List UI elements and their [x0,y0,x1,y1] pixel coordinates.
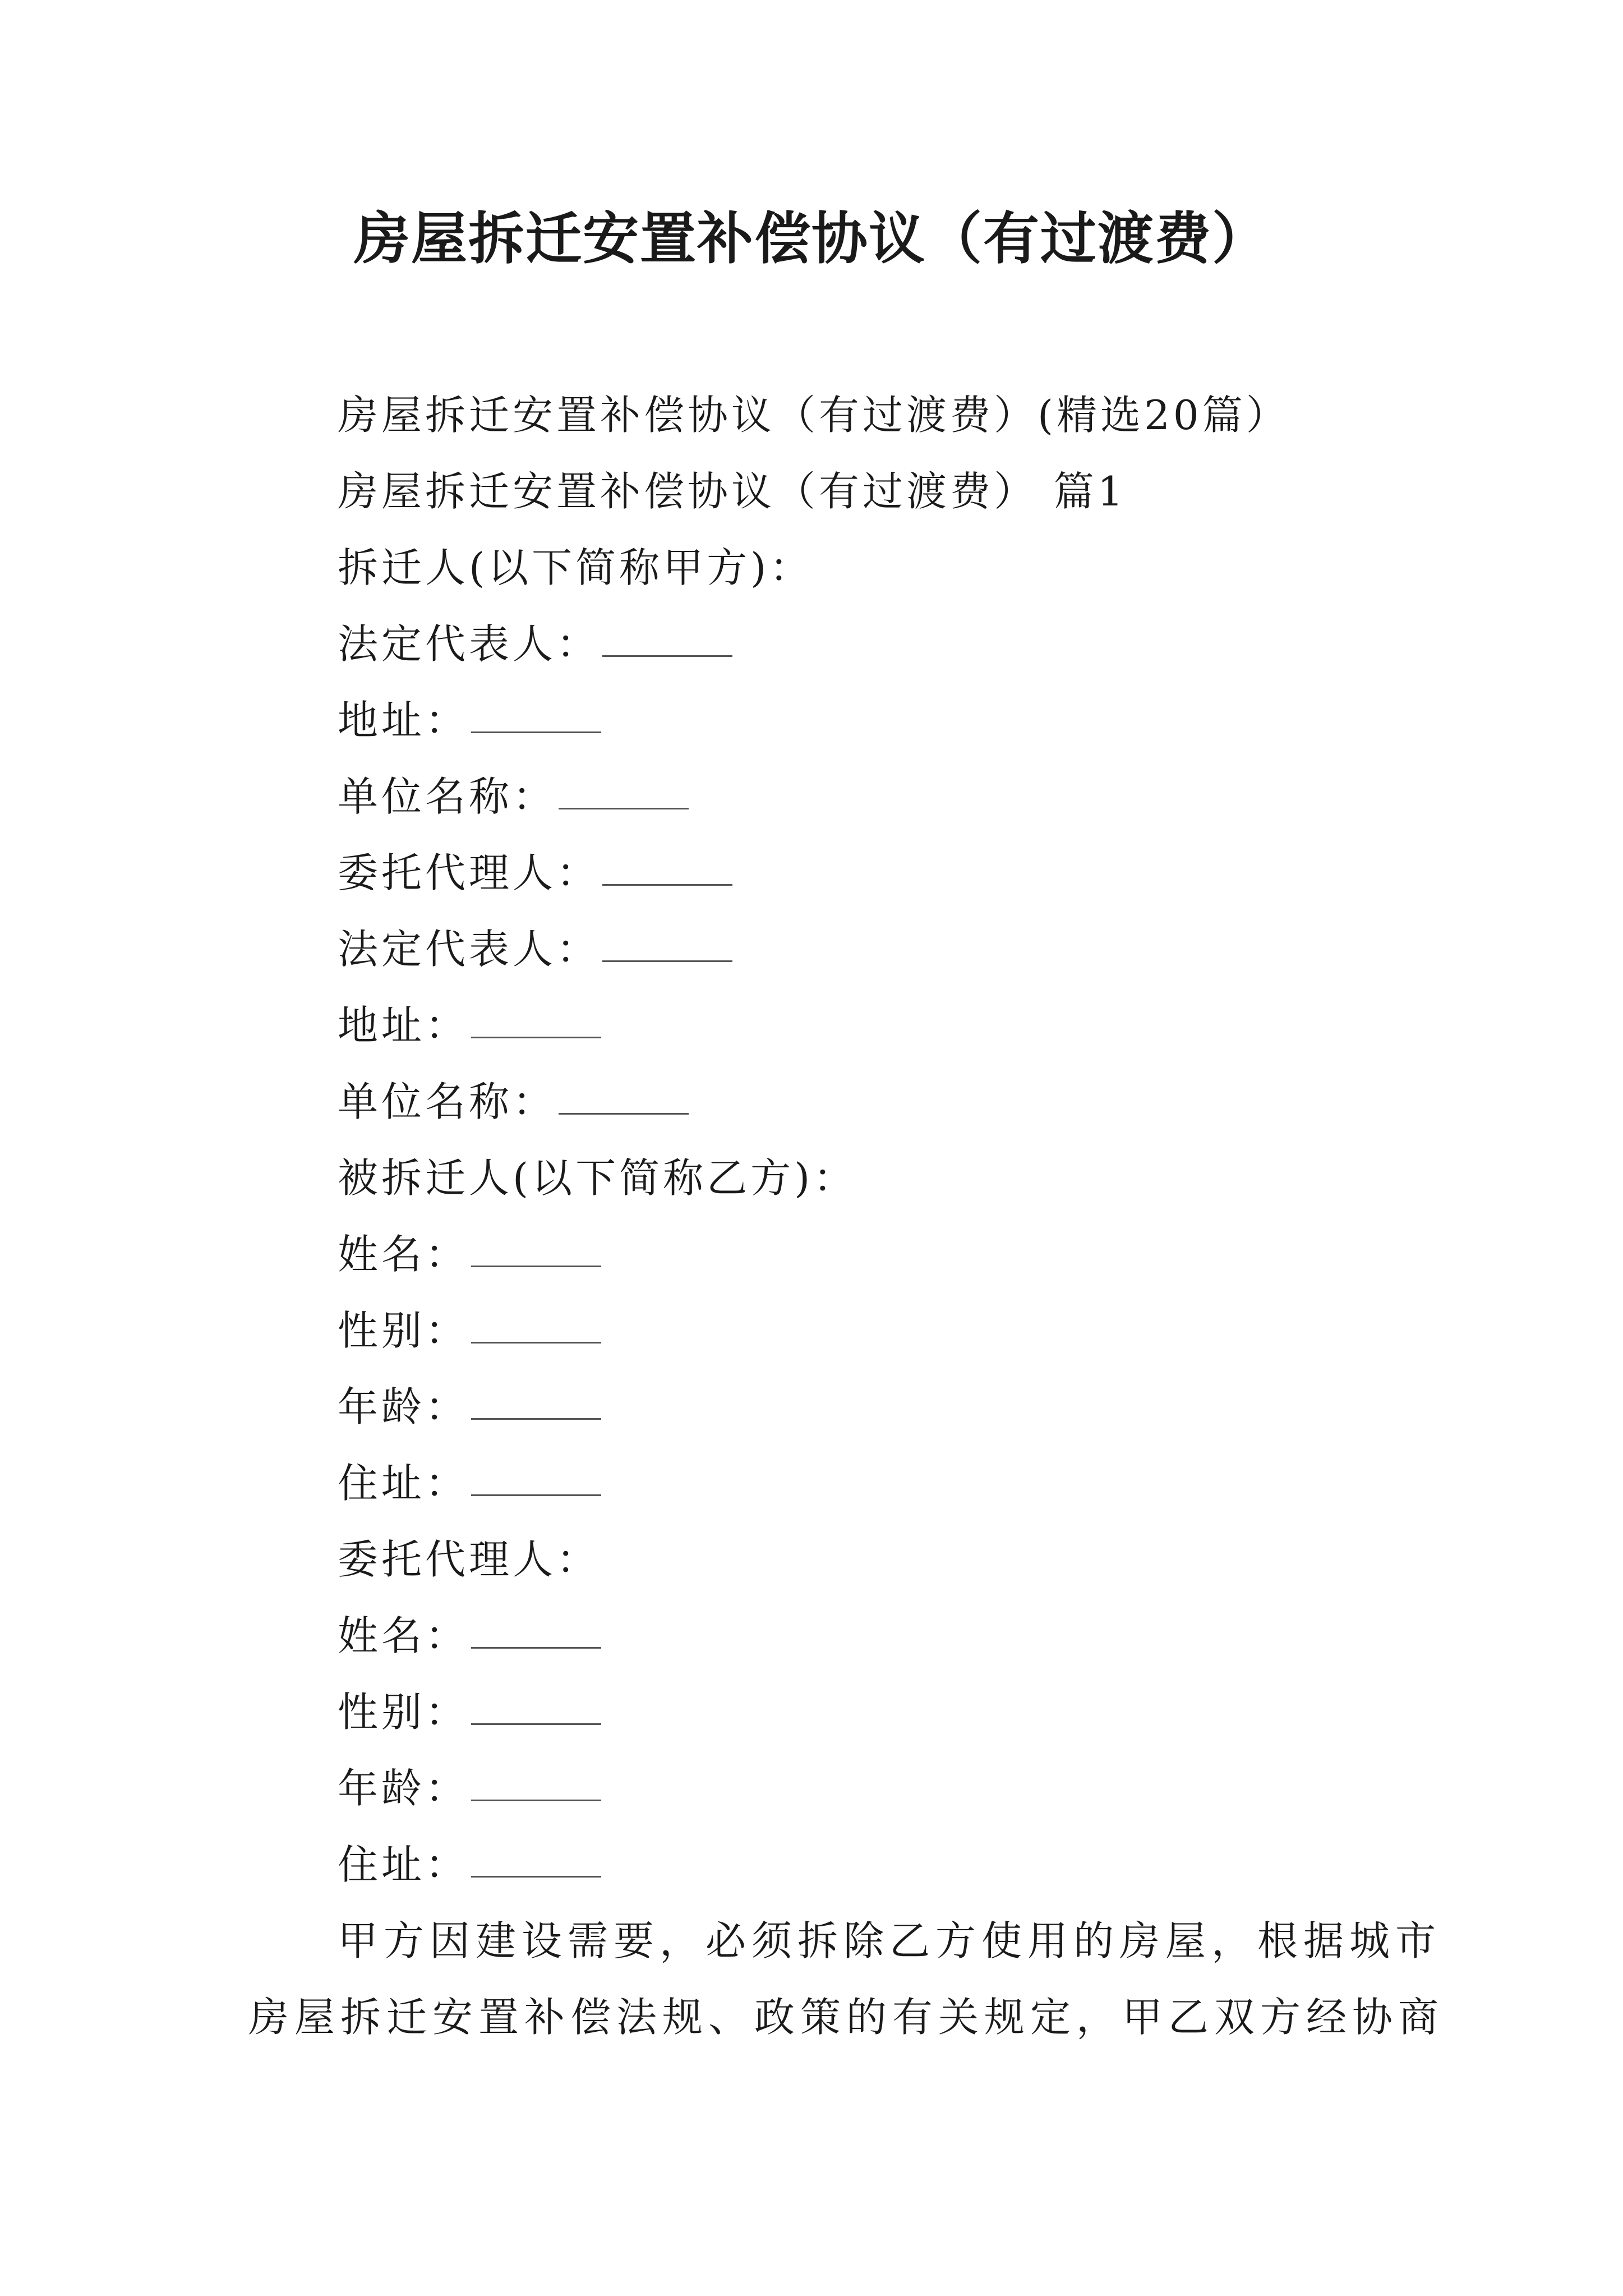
field-label: 法定代表人： [338,926,601,973]
section-heading: 房屋拆迁安置补偿协议（有过渡费） 篇1 [338,468,1127,515]
field-label: 委托代理人： [338,849,601,896]
fill-in-blank [559,769,689,809]
field-label: 住址： [338,1841,469,1888]
fill-in-blank [471,1608,601,1649]
field-label: 住址： [338,1460,469,1507]
fill-in-blank [602,616,732,657]
fill-in-blank [471,1303,601,1343]
fill-in-blank [602,921,732,962]
party-a-field [338,1074,689,1130]
fill-in-blank [559,1074,689,1115]
document-title: 房屋拆迁安置补偿协议（有过渡费） [354,205,1269,272]
field-label: 地址： [338,697,469,744]
agent-heading: 委托代理人： [338,1536,601,1583]
agent-field [338,1837,601,1893]
party-a-field [338,769,689,825]
agent-field [338,1760,601,1816]
field-label: 法定代表人： [338,620,601,668]
field-label: 单位名称： [338,773,557,820]
party-b-heading: 被拆迁人(以下简称乙方)： [338,1154,857,1202]
fill-in-blank [471,692,601,733]
party-b-field [338,1379,601,1435]
agent-field [338,1608,601,1664]
agent-field [338,1684,601,1740]
party-b-field [338,1303,601,1359]
fill-in-blank [471,1760,601,1801]
field-label: 姓名： [338,1612,469,1659]
field-label: 单位名称： [338,1078,557,1125]
document-subtitle: 房屋拆迁安置补偿协议（有过渡费）(精选20篇） [338,392,1290,439]
party-a-field [338,692,601,748]
field-label: 年龄： [338,1383,469,1430]
field-label: 年龄： [338,1765,469,1812]
field-label: 姓名： [338,1231,469,1278]
fill-in-blank [471,1455,601,1496]
field-label: 性别： [338,1307,469,1354]
party-a-field [338,845,732,901]
body-paragraph-line: 甲方因建设需要，必须拆除乙方使用的房屋，根据城市 [338,1917,1442,1964]
field-label: 地址： [338,1002,469,1049]
party-a-heading: 拆迁人(以下简称甲方)： [338,544,814,591]
fill-in-blank [471,997,601,1038]
fill-in-blank [471,1684,601,1725]
party-a-field [338,997,601,1053]
fill-in-blank [471,1837,601,1878]
party-a-field [338,616,732,672]
fill-in-blank [471,1226,601,1267]
fill-in-blank [602,845,732,886]
party-b-field [338,1455,601,1511]
field-label: 性别： [338,1688,469,1736]
party-b-field [338,1226,601,1282]
party-a-field [338,921,732,977]
fill-in-blank [471,1379,601,1420]
body-paragraph-line: 房屋拆迁安置补偿法规、政策的有关规定，甲乙双方经协商 [248,1994,1445,2041]
